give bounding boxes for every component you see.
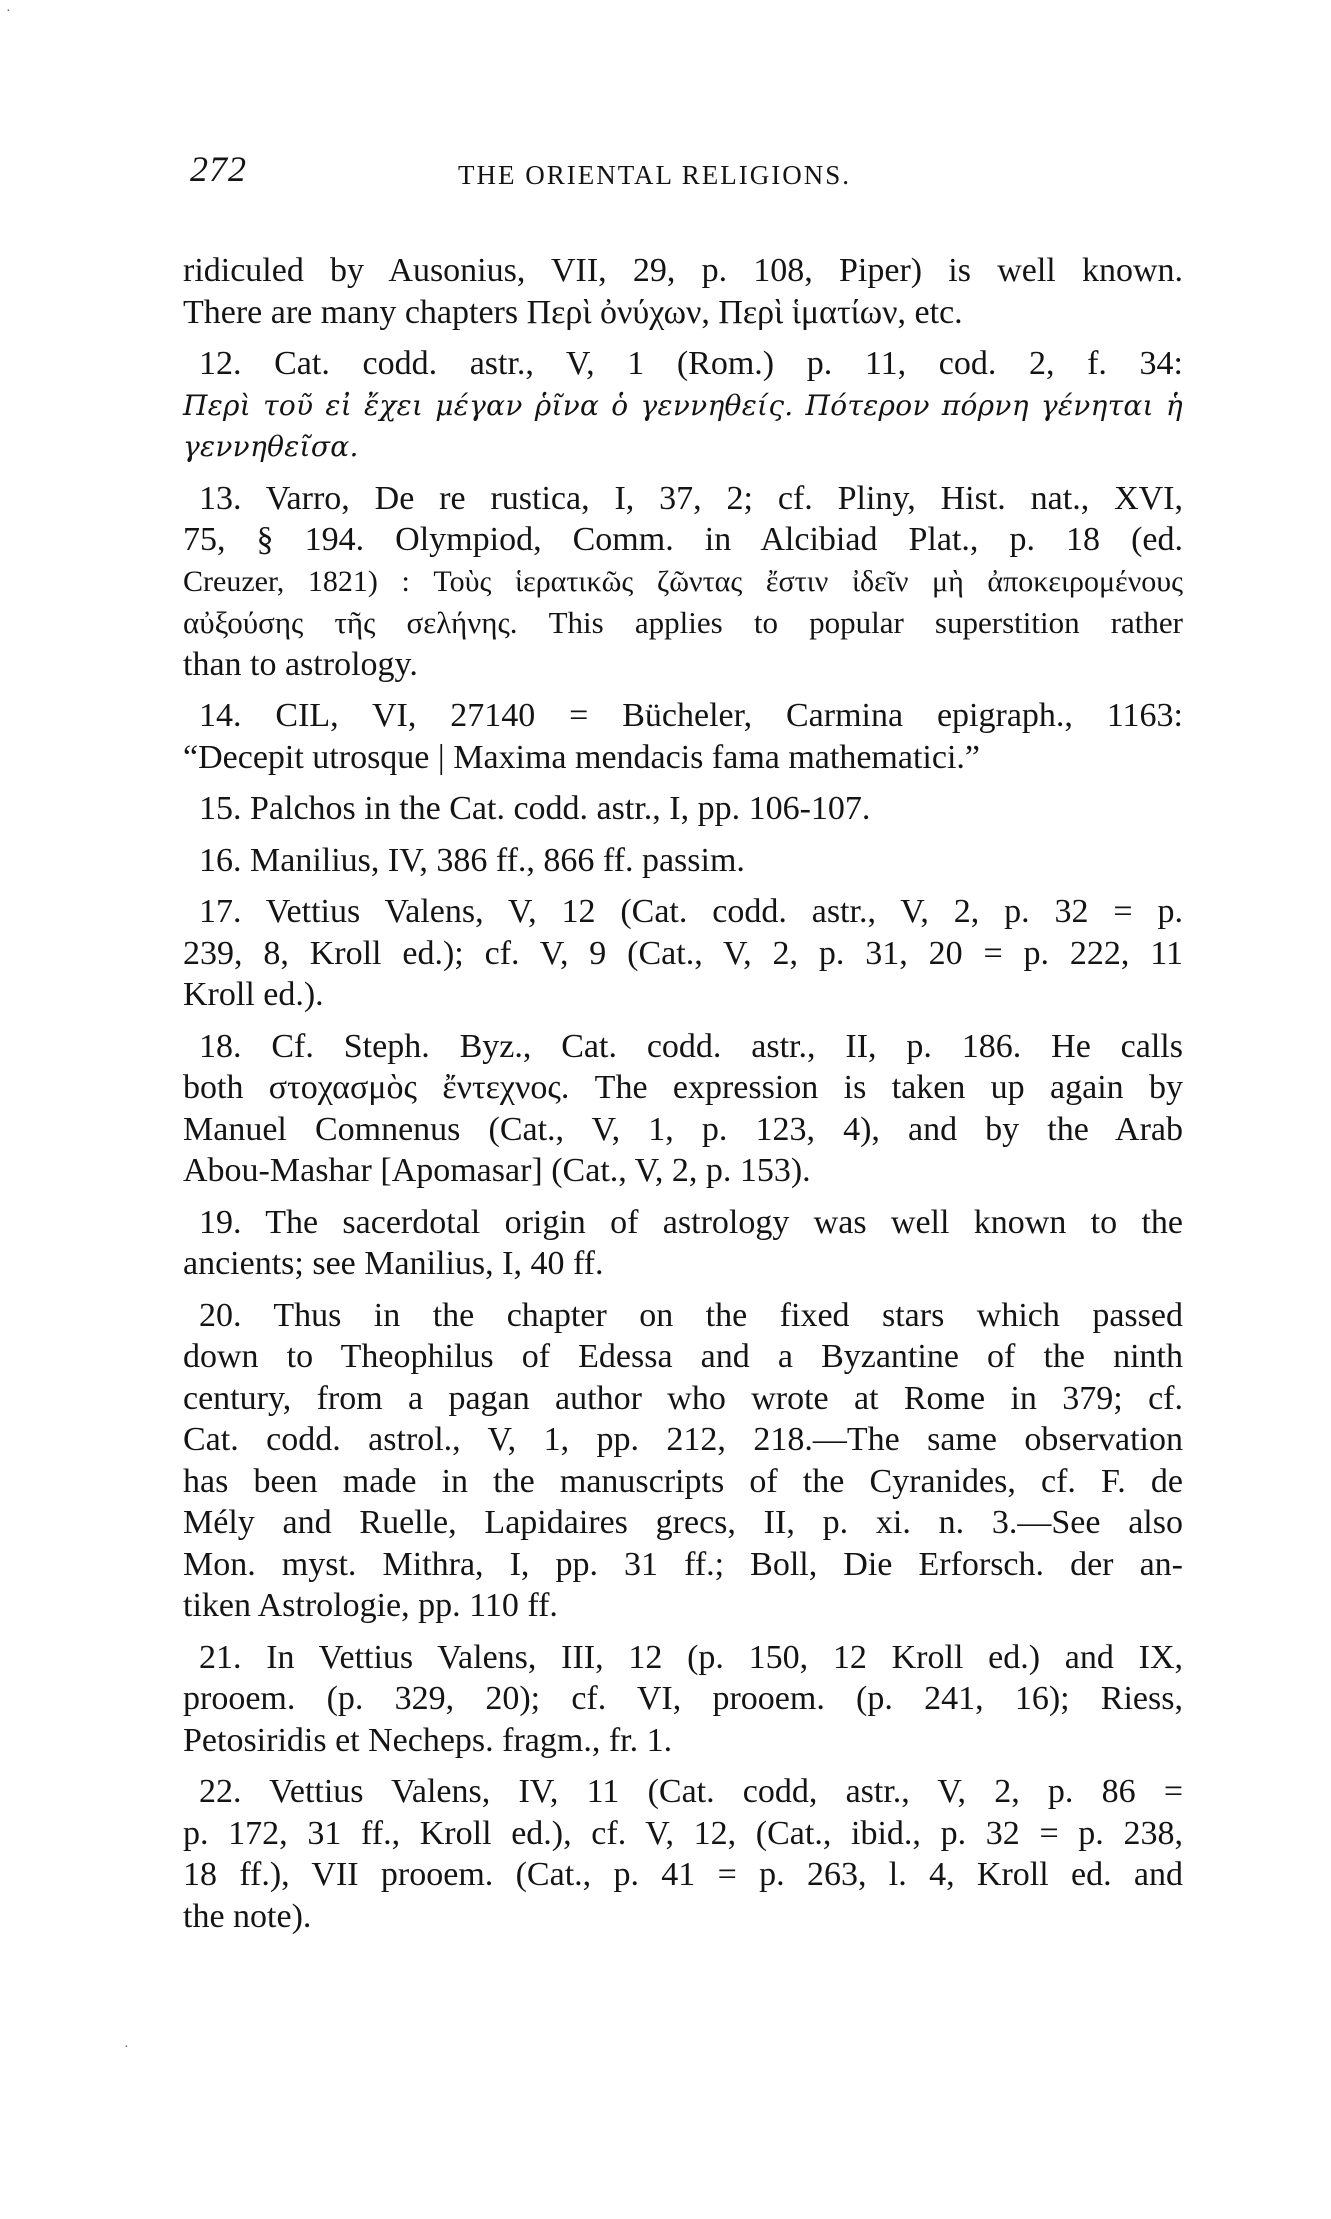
note-line: 18. Cf. Steph. Byz., Cat. codd. astr., II, p. 186. He calls: [199, 1027, 1183, 1065]
page-number: 272: [190, 149, 247, 189]
note-line: tiken Astrologie, pp. 110 ff.: [183, 1587, 558, 1624]
note-line: Petosiridis et Necheps. fragm., fr. 1.: [183, 1721, 673, 1759]
note-18: [183, 1026, 1183, 1192]
note-line: the note).: [183, 1897, 312, 1935]
note-line: 75, § 194. Olympiod, Comm. in Alcibiad Plat., p. 18 (ed.: [183, 521, 1183, 558]
note-line: has been made in the manuscripts of the Cyranides, cf. F. de: [183, 1462, 1183, 1500]
note-line: than to astrology.: [183, 645, 418, 683]
note-16: [183, 840, 1183, 882]
note-line: Mély and Ruelle, Lapidaires grecs, II, p. xi. n. 3.—See also: [183, 1504, 1183, 1541]
note-line: ancients; see Manilius, I, 40 ff.: [183, 1245, 604, 1282]
note-13: [183, 478, 1183, 686]
running-head: THE ORIENTAL RELIGIONS.: [458, 160, 852, 190]
note-line: 14. CIL, VI, 27140 = Bücheler, Carmina epigraph., 1163:: [199, 697, 1183, 734]
note-14: [183, 695, 1183, 778]
note-line: p. 172, 31 ff., Kroll ed.), cf. V, 12, (Cat., ibid., p. 32 = p. 238,: [183, 1814, 1183, 1852]
note-line: down to Theophilus of Edessa and a Byzantine of the ninth: [183, 1338, 1183, 1375]
note-line: “Decepit utrosque | Maxima mendacis fama mathematici.”: [183, 738, 980, 776]
note-line-greek: γεννηθεῖσα.: [183, 430, 359, 463]
note-17: [183, 891, 1183, 1016]
note-line: Creuzer, 1821) : Τοὺς ἱερατικῶς ζῶντας ἔστιν ἰδεῖν μὴ ἀποκειρομένους: [183, 564, 1183, 598]
page-header: [190, 148, 1190, 198]
note-line: prooem. (p. 329, 20); cf. VI, prooem. (p. 241, 16); Riess,: [183, 1680, 1183, 1717]
note-line: αὐξούσης τῆς σελήνης. This applies to popular superstition rather: [183, 605, 1183, 640]
note-line: ridiculed by Ausonius, VII, 29, p. 108, Piper) is well known.: [183, 252, 1183, 289]
scan-speck: ·: [124, 2040, 129, 2055]
note-line: 239, 8, Kroll ed.); cf. V, 9 (Cat., V, 2, p. 31, 20 = p. 222, 11: [183, 934, 1183, 972]
note-line: century, from a pagan author who wrote at Rome in 379; cf.: [183, 1379, 1183, 1417]
note-line: 18 ff.), VII prooem. (Cat., p. 41 = p. 263, l. 4, Kroll ed. and: [183, 1856, 1183, 1893]
note-line-greek: Περὶ τοῦ εἰ ἔχει μέγαν ῥῖνα ὁ γεννηθείς. Πότερον πόρνη γένηται ἡ: [183, 388, 1183, 422]
note-line: 13. Varro, De re rustica, I, 37, 2; cf. Pliny, Hist. nat., XVI,: [199, 479, 1183, 517]
note-line: 15. Palchos in the Cat. codd. astr., I, pp. 106-107.: [199, 790, 871, 827]
note-line: There are many chapters Περὶ ὀνύχων, Περὶ ἱματίων, etc.: [183, 293, 963, 331]
note-line: 12. Cat. codd. astr., V, 1 (Rom.) p. 11, cod. 2, f. 34:: [199, 345, 1183, 382]
note-line: 17. Vettius Valens, V, 12 (Cat. codd. astr., V, 2, p. 32 = p.: [199, 893, 1183, 930]
note-19: [183, 1202, 1183, 1285]
note-line: 19. The sacerdotal origin of astrology was well known to the: [199, 1203, 1183, 1241]
note-line: Manuel Comnenus (Cat., V, 1, p. 123, 4), and by the Arab: [183, 1110, 1183, 1148]
endnotes: [183, 250, 1183, 1947]
note-line: Abou-Mashar [Apomasar] (Cat., V, 2, p. 153).: [183, 1152, 811, 1189]
note-continuation: [183, 250, 1183, 333]
note-line: Kroll ed.).: [183, 976, 324, 1013]
note-22: [183, 1771, 1183, 1937]
note-12: [183, 343, 1183, 468]
note-line: 21. In Vettius Valens, III, 12 (p. 150, 12 Kroll ed.) and IX,: [199, 1638, 1183, 1676]
note-line: both στοχασμὸς ἔντεχνος. The expression is taken up again by: [183, 1069, 1183, 1106]
note-15: [183, 788, 1183, 830]
note-line: 22. Vettius Valens, IV, 11 (Cat. codd, astr., V, 2, p. 86 =: [199, 1773, 1183, 1810]
note-line: Mon. myst. Mithra, I, pp. 31 ff.; Boll, Die Erforsch. der an-: [183, 1545, 1183, 1583]
note-21: [183, 1637, 1183, 1762]
note-20: [183, 1295, 1183, 1627]
scan-speck: ·: [6, 4, 11, 19]
note-line: Cat. codd. astrol., V, 1, pp. 212, 218.—The same observation: [183, 1421, 1183, 1458]
note-line: 20. Thus in the chapter on the fixed stars which passed: [199, 1296, 1183, 1334]
note-line: 16. Manilius, IV, 386 ff., 866 ff. passim.: [199, 841, 745, 879]
